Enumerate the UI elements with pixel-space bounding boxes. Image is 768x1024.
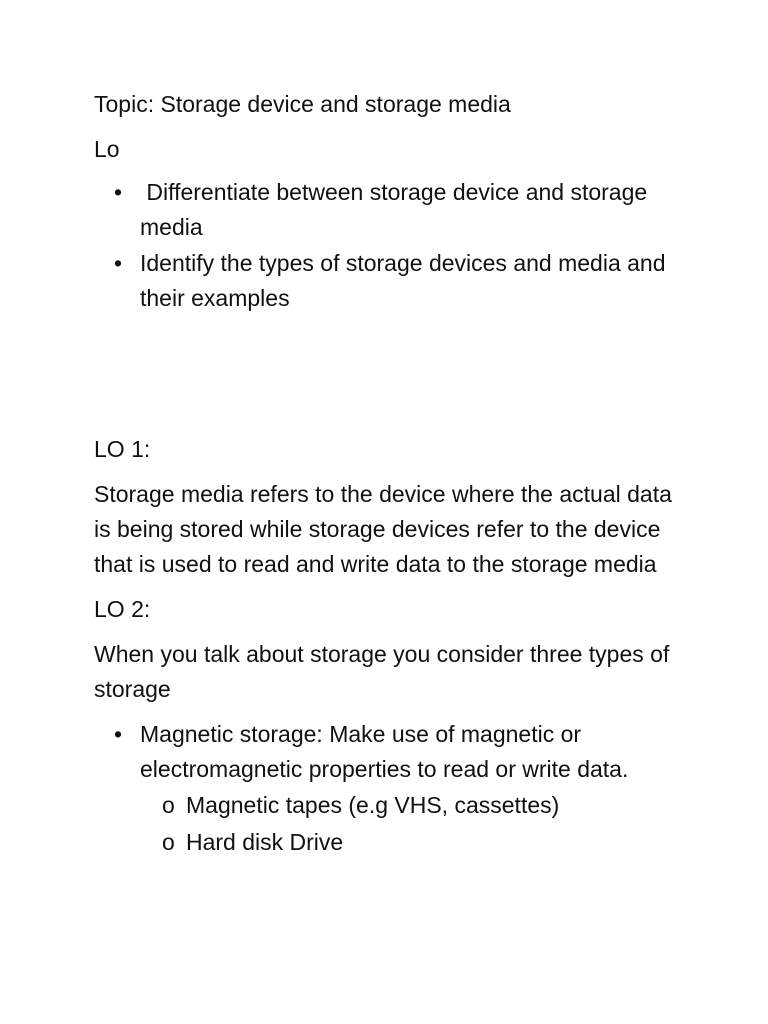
- lo-heading: Lo: [94, 136, 120, 162]
- storage-examples-list: [140, 787, 674, 861]
- example-text: Magnetic tapes (e.g VHS, cassettes): [186, 792, 560, 818]
- example-text: Hard disk Drive: [186, 829, 344, 855]
- bullet-icon: •: [114, 721, 123, 747]
- objective-item: [94, 246, 674, 316]
- bullet-icon: •: [114, 250, 123, 276]
- lo2-heading: LO 2:: [94, 596, 151, 622]
- objective-text: Identify the types of storage devices and media and their examples: [140, 250, 666, 311]
- storage-types-list: [94, 717, 674, 861]
- objective-text: Differentiate between storage device and storage media: [140, 179, 654, 240]
- lo1-text: Storage media refers to the device where the actual data is being stored while storage devices refer to the device that is used to read and write data to the storage media: [94, 481, 672, 577]
- sub-bullet-icon: o: [162, 829, 175, 855]
- bullet-icon: •: [114, 179, 123, 205]
- example-item: [94, 824, 674, 861]
- lo1-heading: LO 1:: [94, 436, 151, 462]
- topic-title: Topic: Storage device and storage media: [94, 91, 511, 117]
- storage-type-text: Magnetic storage: Make use of magnetic or electromagnetic properties to read or write data.: [140, 721, 629, 782]
- objectives-list: [94, 175, 674, 316]
- lo2-text: When you talk about storage you consider three types of storage: [94, 641, 670, 702]
- storage-type-item: [94, 717, 674, 861]
- example-item: [94, 787, 674, 824]
- sub-bullet-icon: o: [162, 792, 175, 818]
- objective-item: [94, 175, 674, 245]
- document-page: [94, 87, 674, 861]
